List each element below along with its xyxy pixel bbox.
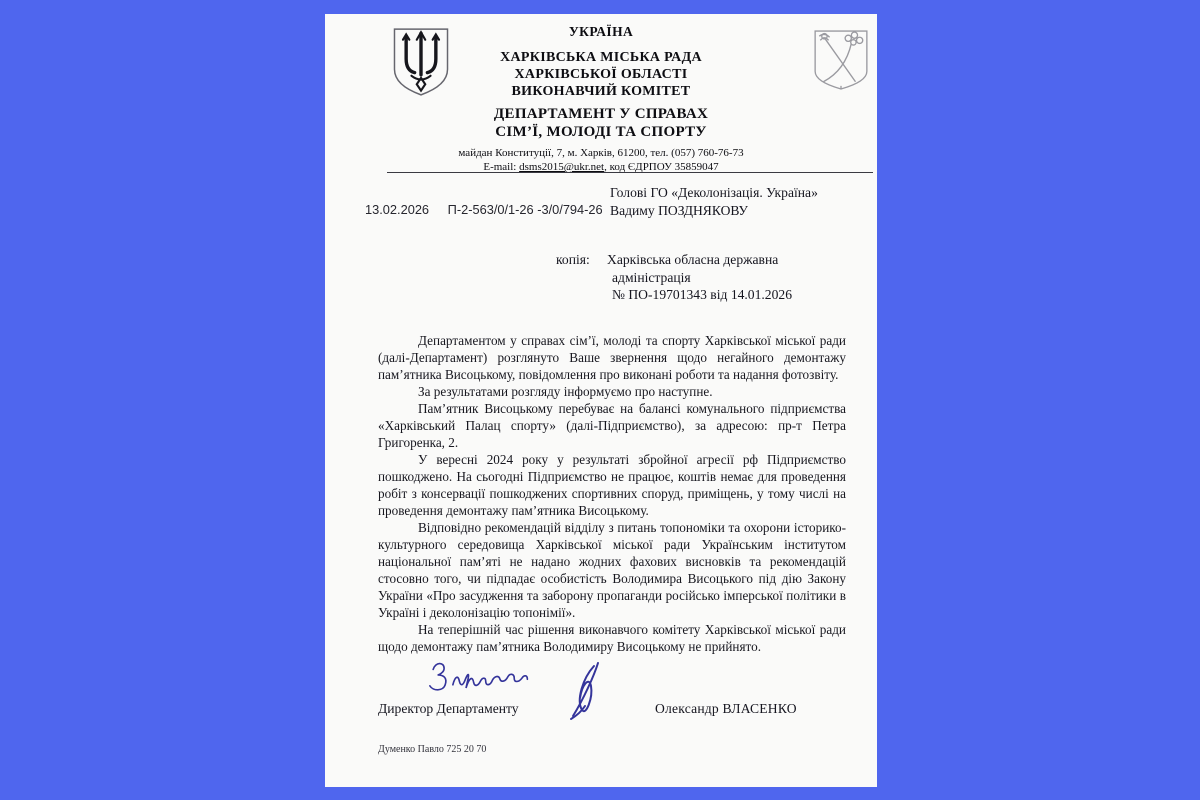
address-line: майдан Конституції, 7, м. Харків, 61200, тел. (057) 760-76-73 bbox=[458, 147, 744, 159]
reference-line bbox=[365, 202, 603, 217]
email-address: dsms2015@ukr.net bbox=[519, 161, 605, 173]
department-line: ДЕПАРТАМЕНТ У СПРАВАХ bbox=[493, 106, 709, 122]
reference-date: 13.02.2026 bbox=[365, 202, 430, 217]
ukraine-trident-icon bbox=[389, 27, 453, 97]
header-divider bbox=[387, 172, 873, 173]
signer-name: Олександр ВЛАСЕНКО bbox=[655, 701, 797, 716]
recipient-block bbox=[610, 184, 818, 219]
signature-flourish-icon bbox=[561, 658, 615, 722]
body-paragraph: Департаментом у справах сім’ї, молоді та спорту Харківської міської ради (далі-Департамент) розглянуто Ваше звернення щодо негайного демонтажу пам’ятника Висоцькому, повідомлення про виконані роботи та надання фотозвіту. bbox=[378, 333, 846, 382]
document-page bbox=[325, 14, 877, 787]
body-paragraph: Пам’ятник Висоцькому перебуває на балансі комунального підприємства «Харківський Палац спорту» (далі-Підприємство), за адресою: пр-т Петра Григоренка, 2. bbox=[378, 401, 846, 450]
letter-body bbox=[378, 332, 846, 655]
body-paragraph: На теперішній час рішення виконавчого комітету Харківської міської ради щодо демонтажу пам’ятника Володимиру Висоцькому не прийнято. bbox=[378, 622, 846, 654]
email-suffix: , код ЄДРПОУ 35859047 bbox=[604, 161, 719, 173]
executor-contact: Думенко Павло 725 20 70 bbox=[378, 744, 487, 755]
org-line: ВИКОНАВЧИЙ КОМІТЕТ bbox=[511, 84, 691, 99]
copy-label: копія: bbox=[556, 252, 590, 267]
country-title: УКРАЇНА bbox=[568, 24, 634, 39]
recipient-line: Голові ГО «Деколонізація. Україна» bbox=[610, 185, 818, 200]
recipient-line: Вадиму ПОЗДНЯКОВУ bbox=[610, 202, 748, 218]
body-paragraph: За результатами розгляду інформуємо про наступне. bbox=[418, 384, 713, 399]
body-paragraph: У вересні 2024 року у результаті збройної агресії рф Підприємство пошкоджено. На сьогодні Підприємство не працює, коштів немає для проведення робіт з консервації пошкоджених спортивних споруд, приміщень, у тому числі на проведення демонтажу пам’ятника Висоцькому. bbox=[378, 452, 846, 518]
email-label: E-mail: bbox=[483, 161, 520, 173]
department-line: СІМ’Ї, МОЛОДІ ТА СПОРТУ bbox=[495, 124, 707, 140]
copy-line: № ПО-19701343 від 14.01.2026 bbox=[612, 287, 792, 302]
copy-line: адміністрація bbox=[612, 269, 691, 285]
body-paragraph: Відповідно рекомендацій відділу з питань топономіки та охорони історико-культурного середовища Харківської міської ради Українським інститутом національної пам’яті не надано жодних фахових висновків та рекомендацій стосовно того, чи підпадає особистість Володимира Висоцького під дію Закону України «Про засудження та заборону пропаганди російсько імперської політики в Україні і деколонізацію топонімії». bbox=[378, 520, 846, 620]
letterhead bbox=[445, 24, 757, 173]
copy-block bbox=[556, 251, 847, 304]
signer-title: Директор Департаменту bbox=[378, 701, 519, 716]
org-line: ХАРКІВСЬКОЇ ОБЛАСТІ bbox=[514, 67, 688, 82]
copy-line: Харківська обласна держaвна bbox=[607, 252, 779, 267]
reference-number: П-2-563/0/1-26 -3/0/794-26 bbox=[447, 202, 603, 217]
kharkiv-coat-of-arms-icon bbox=[811, 27, 871, 93]
org-line: ХАРКІВСЬКА МІСЬКА РАДА bbox=[500, 50, 702, 65]
handwritten-note-icon bbox=[420, 656, 546, 696]
